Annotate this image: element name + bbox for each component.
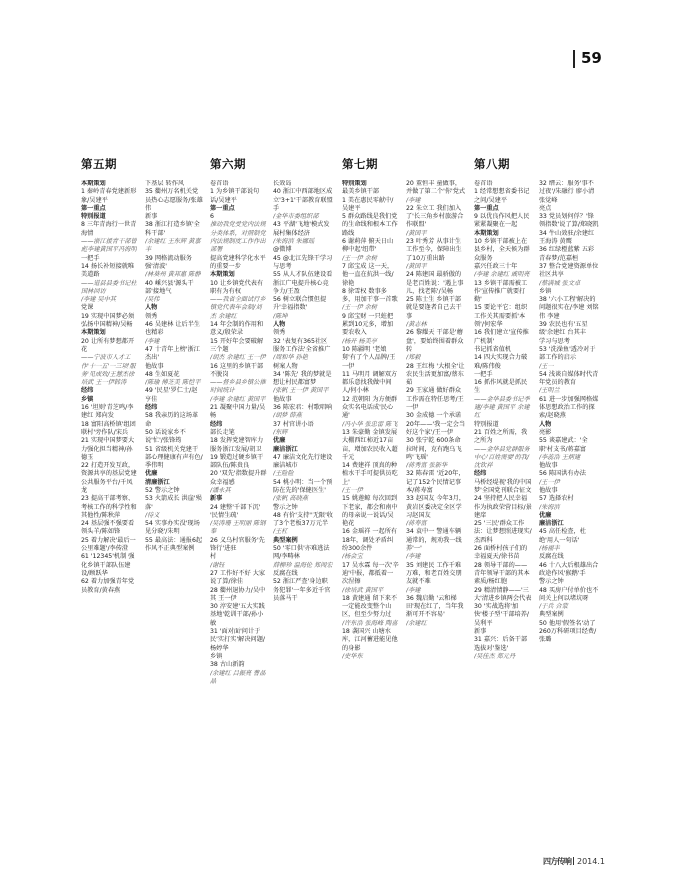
toc-entry: 提高党建科学化水平的重要一步 xyxy=(210,254,266,270)
footer-divider xyxy=(573,857,574,865)
toc-author: ——道县县委书记杜国林回访 xyxy=(81,279,137,295)
toc-entry: 18 黄建通 留下来不一定能改变整个山区，但至少努力过 xyxy=(342,594,398,619)
toc-entry: 56 陈国洪有办法 xyxy=(539,470,586,478)
toc-entry: 57 选择农村 xyxy=(539,495,574,503)
toc-entry: 46 吴建林 让后半生也精彩 xyxy=(145,321,201,337)
toc-author: /黄志林 xyxy=(406,321,427,329)
toc-entry: 27 工作好不好 大家说了算/徐佳 xyxy=(210,569,266,586)
toc-entry: 8 徐雪权 数事多多，用加干事一首歌 xyxy=(342,287,398,304)
toc-author: /余建红 王东辉 黄嘉丰 xyxy=(145,238,201,254)
toc-author: /杨福丰 xyxy=(539,545,560,553)
toc-heading: 优廉 xyxy=(273,437,286,445)
toc-entry: 45 高任检查，杜绝'用人一句话' xyxy=(539,528,586,544)
toc-entry: 54 实事办实没'现场见分晓'/朱明 xyxy=(145,520,200,536)
toc-entry: 38 '六小工程'解决的问题很实在/李建 刘铭伟 李建 xyxy=(539,296,599,320)
toc-author: /黄国平 xyxy=(406,229,427,237)
toc-entry: 20 董恒丰 童做事，并做了第二个'你'党式 xyxy=(406,180,466,196)
page-number-divider xyxy=(573,50,575,68)
toc-author: /冯小华 张忠雷 陈飞 xyxy=(342,420,398,428)
toc-author: /李建 xyxy=(406,586,421,594)
toc-author: /蔡满城 张文卓 xyxy=(539,279,581,287)
toc-entry: 21 凝聚中国力量/吴畅 xyxy=(210,404,266,420)
toc-entry: 52 浙江严查'身边职务犯罪'一年多近千官员落马干 xyxy=(273,578,331,602)
toc-entry: 24 基层强不强要看领头羊/陈如锋 xyxy=(81,520,135,536)
toc-entry: 19 锻造过硬乡镇干部队伍/陈贵良 xyxy=(210,453,264,470)
toc-entry: 部长走笔 xyxy=(210,428,235,436)
toc-entry: 一把手 xyxy=(81,254,100,262)
toc-entry: 20 让所有梦想都开花 xyxy=(81,337,135,353)
toc-entry: 马桥经堤视'我的中国梦'全国党刊联合征文 xyxy=(474,478,532,494)
toc-entry: 28 衢州退协力/吴中其 王一伊 xyxy=(210,586,266,602)
toc-entry: 34 袁中一 警通车辆通常的，规劝我一线养'一' xyxy=(406,528,462,553)
toc-entry: 29 王家通 做好群众工作需在特任思考/王一伊 xyxy=(406,387,464,412)
toc-author: ——金华县党群服务中心'百姓需要'的我/沈钦祥 xyxy=(474,445,530,470)
toc-entry: 16 这里的乡镇干部不脱岗 xyxy=(210,362,264,378)
toc-author: ——督乡县乡镇公推时间统计 xyxy=(210,379,266,395)
toc-entry: 53 火箭成长 洪崖'殒落' xyxy=(145,495,202,511)
toc-author: /陈坤 xyxy=(273,312,288,320)
toc-entry: 15 姚莲鲸 每次回到下老家，都会和南中的母亲说一说话/吴艳花 xyxy=(342,495,398,528)
toc-heading: 经纬 xyxy=(145,404,158,412)
toc-entry: 9 以优良作风把人民紧紧凝聚在一起 xyxy=(474,213,530,229)
toc-entry: 50 话说家乡不说'忙'/张锋筠 xyxy=(145,428,186,445)
toc-entry: 34 '陈先' 我的梦就是想让村民都富梦 xyxy=(273,370,332,387)
toc-entry: 8 三年青海行一世青海情 xyxy=(81,221,137,237)
toc-entry: 36 红绿橙蓝紫 五彩青春梦/范嘉桓 xyxy=(539,246,595,262)
toc-author: /王明兰 xyxy=(539,387,560,395)
section-title-issue-5: 第五期 xyxy=(81,157,117,171)
toc-entry: 61 进一步加强网格媒体思想政治工作的探索/赵晓燕 xyxy=(539,395,599,420)
toc-entry: 5 群众路线是我们党的生命线和根本工作路线 xyxy=(342,213,398,237)
toc-entry: 35 刘建民 工作千难万难，和老百姓交朋友就不难 xyxy=(406,561,462,586)
page-number: 59 xyxy=(581,49,602,67)
toc-entry: 党课 xyxy=(81,304,94,312)
toc-column-4 xyxy=(273,180,333,820)
toc-entry: 10 乡镇干部被上在县乡村，全天候为群众服务 xyxy=(474,238,530,262)
toc-entry: 7 邱宝成 这一天，他一直在抗洪一线/徐艳 xyxy=(342,262,394,287)
toc-entry: 13 乡镇干部需被工作'宣传推广就要打勤' xyxy=(474,279,528,304)
toc-heading: 新事 xyxy=(210,495,223,503)
toc-heading: 优廉 xyxy=(539,511,552,519)
toc-column-8 xyxy=(539,180,599,820)
toc-entry: 1 经常想想省委书记之问/吴建平 xyxy=(474,188,530,204)
toc-entry: 37 村官讲小语 xyxy=(273,420,314,428)
toc-heading: 本期策划 xyxy=(81,180,106,187)
toc-entry: 6 谢莉萍 俯天日山柳中起'纽带' xyxy=(342,238,394,254)
toc-entry: 46 十八大后根雄出合政途作风'猴鹅'手 xyxy=(539,561,599,577)
toc-entry: 21 实现中国梦要大力强化担当精神/孙德玉 xyxy=(81,437,135,461)
toc-entry: 乡镇 xyxy=(210,652,223,660)
toc-entry: 6 xyxy=(210,213,214,221)
toc-entry: 10 让乡镇党代表有职有为有权 xyxy=(210,279,264,295)
toc-author: ——浙江援青干部曾彪李建黄国平冯海明 xyxy=(81,238,137,254)
toc-entry: 9 邱宝财 一只蛀把累到10元多，增加要农收入 xyxy=(342,312,394,337)
toc-entry: 25 陈士生 乡镇干部就是要逢者自己去干事 xyxy=(406,296,462,320)
toc-heading: 第一重点 xyxy=(210,204,235,212)
toc-entry: 新事 xyxy=(145,213,158,221)
toc-author: /周和华 孙艳 xyxy=(273,354,308,362)
toc-entry: 亮点 xyxy=(539,204,552,212)
toc-author: /黄国平 xyxy=(406,262,427,270)
toc-entry: 下基层 转作风 xyxy=(145,180,185,187)
toc-heading: 清廉浙江 xyxy=(145,478,170,486)
toc-entry: 21 百姓之所需，我之所为 xyxy=(474,428,528,445)
toc-entry: 31 嘉兴：后备干部选拔对'鉴选' xyxy=(474,636,528,652)
toc-column-6 xyxy=(406,180,466,820)
toc-entry: 36 魏启勤 '云和梯田'现在红了，当年我渐可开不容易' xyxy=(406,594,464,619)
toc-heading: 人物 xyxy=(539,420,552,428)
toc-author: 推动我党受党内法规分类体系，对照制党内法规制度工作作出部署 xyxy=(210,221,266,254)
toc-author: /朱海滨 朱娜瑶 xyxy=(273,238,315,246)
toc-author: /张帆 高晓燕 xyxy=(273,495,308,503)
toc-author: /徐培武 黄国平 xyxy=(342,586,384,594)
toc-entry: 乡镇 xyxy=(539,287,552,295)
toc-entry: 18 袭国兴 山塘水库，江河蓄进能见他的身影 xyxy=(342,628,398,652)
toc-author: /蒋寿富 xyxy=(406,520,427,528)
toc-entry: 反腐在线 xyxy=(539,553,564,561)
toc-entry: 领秀 xyxy=(273,329,286,337)
toc-entry: 55 从人才队伍建设看浙江广电提升核心竞争力/王盈 xyxy=(273,271,333,295)
toc-entry: 新事 xyxy=(474,628,487,636)
toc-entry: 23 叶秀芳 从事计生工作至今，保障出生了10万重出路 xyxy=(406,238,462,262)
toc-column-1 xyxy=(81,180,137,820)
toc-entry: 特别报道 xyxy=(474,420,499,428)
toc-entry: 13 朱豪勤 金镇发展大棚西红柿近17亩亩，增加农民收入超千元 xyxy=(342,428,398,461)
toc-entry: 54 浅谈自媒体时代青年党员的教育 xyxy=(539,370,599,387)
toc-entry: 30 淳安建'五大实践基地'乾训干部/孙小敏 xyxy=(210,603,265,627)
toc-author: /谢钰 xyxy=(210,561,225,569)
toc-author: /许东浩 张海峰 陶喜 xyxy=(342,619,398,627)
toc-author: /王杠 xyxy=(273,528,288,536)
toc-entry: 30 金成德 一个承诺 20年——'我一定会当好这个家'/王一伊 xyxy=(406,412,466,436)
toc-author: /李建 xyxy=(406,196,421,204)
toc-entry: 26 黎耀天 干部是'蘑盘'，要始终围着群众转 xyxy=(406,329,464,353)
toc-entry: 反腐在线 xyxy=(273,569,298,577)
toc-heading: 本期策划 xyxy=(474,229,499,237)
toc-entry: 30 张宁乾 600条命拉时间，克有跑乌飞鸣'飞瑶' xyxy=(406,437,462,461)
toc-author: /陈瑜 傅芝美 陈恺平 xyxy=(145,379,201,387)
toc-author: /于兵 合蒙 xyxy=(539,603,568,611)
toc-entry: 20 '双先'指数提升群众幸福感 xyxy=(210,470,267,486)
toc-entry: 卷首语 xyxy=(474,180,493,187)
toc-entry: 14 四大实现合力破难/陈伟俊 xyxy=(474,354,528,370)
toc-entry: 33 赵国友 今年3月，黄岩区委决定全区学习赵国友 xyxy=(406,495,466,519)
toc-entry: @微博 xyxy=(273,246,292,254)
toc-entry: 26 面桥村孩子们的幸福夏天/徐书苗 xyxy=(474,545,528,561)
toc-heading: 特别策划 xyxy=(342,180,367,187)
toc-entry: 56 树立联合惯但提升'幸福指数' xyxy=(273,296,327,312)
toc-entry: 19 实现中国梦必须弘扬中国精神/吴畅 xyxy=(81,312,135,329)
toc-entry: 16 我们建立'宣传推广机制' xyxy=(474,329,529,345)
toc-author: /李建 余建红 黄国平 xyxy=(210,395,266,403)
toc-author: /张帆 王一伊 黄国平 xyxy=(273,387,329,395)
toc-entry: 17 吴水霖 每一次'辛迪'中报，都抵着一次涅擦 xyxy=(342,561,399,586)
toc-entry: 48 买房户付单价也不问关上何以堵坑呀 xyxy=(539,586,599,602)
toc-entry: 52 警示之钟 xyxy=(145,486,180,494)
toc-heading: 经纬 xyxy=(210,420,223,428)
toc-entry: 11 马明月 调解双方都乐意找我做中间人/何小林 xyxy=(342,370,398,395)
toc-entry: 38 古山新韵 xyxy=(210,661,245,669)
toc-entry: 16 '坦则'青芝鸣/李建红 郑向发 xyxy=(81,404,134,420)
toc-author: /潘永其 xyxy=(210,486,231,494)
toc-entry: 24 坚持把人民幸福作为执政荣营目标/景建庠 xyxy=(474,495,532,519)
toc-entry: 32 '表复有365社区服务工作法'全省推广 xyxy=(273,337,331,353)
toc-entry: 28 王红梅 '大根全'让农民生活更加富/蔡东茹 xyxy=(406,362,465,387)
toc-heading: 经纬 xyxy=(474,470,487,478)
toc-entry: 50 '零口供'亦难逃法网/李畴林 xyxy=(273,545,330,561)
toc-entry: 48 有价'支持''无限'收了3个老板37万元半 xyxy=(273,511,333,528)
toc-author: ——我省全面试行乡镇党代表年会制/刘杰 余建红 xyxy=(210,296,266,320)
section-title-issue-6: 第六期 xyxy=(210,157,246,171)
toc-entry: 他故事 xyxy=(539,462,558,470)
magazine-logo: 四方传响 xyxy=(543,857,571,866)
toc-author: /林葵州 黄邦惠 陈静 xyxy=(145,271,201,279)
toc-author: /余建红 吕振亮 曹晶晶 xyxy=(210,669,266,685)
toc-entry: 他故事 xyxy=(273,395,292,403)
toc-column-3 xyxy=(210,180,267,820)
toc-entry: 58 我亲历的这场革命 xyxy=(145,412,199,428)
toc-entry: 18 富阳高桥镇'组团联村'旁作队/宋兵 xyxy=(81,420,136,436)
toc-entry: 39 农民也有'五星级'余建红 台其丰 xyxy=(539,321,588,337)
toc-entry: 62 着力加强青年党员教育/黄春燕 xyxy=(81,578,135,594)
toc-entry: 40 嵊兴县'源头干部'接地气 xyxy=(145,279,194,295)
toc-entry: 47 十青年上榜'浙江杰出' xyxy=(145,345,200,362)
toc-entry: 25 着力解决'最后一公里难题'/李传澄 xyxy=(81,536,136,553)
toc-author: /胡杰 余建红 王一伊 xyxy=(210,354,266,362)
toc-author: /蒋秀富 张新华 xyxy=(406,462,448,470)
toc-entry: 35 衢州万名机关党员热心志愿服务/张雄伟 xyxy=(145,188,203,212)
toc-entry: 14 扬长补短接就唯美道路 xyxy=(81,262,135,279)
toc-author: /李建 余建红 戚明亮 xyxy=(474,271,530,279)
toc-author: /杨会宝 xyxy=(342,553,363,561)
toc-entry: 49 '民星'罗仁士/赵亨佳 xyxy=(145,387,198,403)
toc-entry: 43 平湖'飞地'模式发展村集体经济 xyxy=(273,221,330,237)
toc-entry: 1 秦岭青春党建新形象/吴建平 xyxy=(81,188,137,204)
toc-entry: 嘉兴任政三十年 xyxy=(474,262,518,270)
toc-entry: 他故事 xyxy=(145,362,164,370)
toc-author: /余建红 xyxy=(406,619,427,627)
toc-entry: 55 谈嘉建武：'全职'村支书/蒋嘉富 xyxy=(539,437,588,453)
toc-heading: 廉洁浙江 xyxy=(539,520,564,528)
toc-entry: '民情生疏' xyxy=(210,511,239,519)
toc-entry: 长效岛 xyxy=(273,180,292,187)
toc-author: /史华东 xyxy=(342,652,363,660)
toc-author: /吴佳杰 郑元丹 xyxy=(474,652,516,660)
toc-author: 薛柳珍 温海伦 郑闯宏 xyxy=(273,561,333,569)
toc-entry: 12 范朝阳 为方便群众实名电话成'民心通' xyxy=(342,395,398,420)
toc-author: ——宁波市人才工作'十一五'一三项'服务'见成效/王慧杰徐培武 王一伊韩涛 xyxy=(81,354,136,387)
toc-entry: 45 @北江先锋干学习与思考 xyxy=(273,254,333,270)
toc-entry: 他故事 xyxy=(539,486,558,494)
toc-entry: 28 领导干部的——青年领导干部的其本素质/杨红胞 xyxy=(474,561,530,586)
toc-author: /郑毅 xyxy=(406,354,421,362)
toc-author: /王一 xyxy=(539,362,554,370)
toc-author: /王一伊 xyxy=(342,486,363,494)
page-footer xyxy=(543,856,605,867)
toc-entry: 1 为乡镇干部说句话/吴建平 xyxy=(210,188,260,204)
toc-entry: 卷首语 xyxy=(210,180,229,187)
toc-entry: 15 要论平它：组织工作关其需要抓'本领'/何宏华 xyxy=(474,304,528,329)
toc-author: /吴伟 xyxy=(145,296,160,304)
toc-entry: 亮影 xyxy=(539,428,552,436)
toc-author: /李建 xyxy=(145,337,160,345)
toc-author: /金华市委组织部 xyxy=(273,213,319,221)
section-title-issue-8: 第八期 xyxy=(474,157,510,171)
toc-entry: 32 陈春雷 '近20年，记了152个民情记事本/蒋寿富 xyxy=(406,470,465,494)
toc-heading: 廉洁浙江 xyxy=(273,445,298,453)
toc-heading: 第一重点 xyxy=(81,204,106,212)
issue-date: 2014.1 xyxy=(577,857,605,866)
toc-entry: 14 费建祥 顶真的种植水干手可提供员吃上' xyxy=(342,462,398,486)
toc-entry: 学习与思考 xyxy=(539,337,570,345)
toc-entry: 33 党员划何俘？'锋领指数'说了算/郑晓凯 xyxy=(539,213,599,229)
toc-heading: 人物 xyxy=(145,304,158,312)
toc-column-5 xyxy=(342,180,399,820)
toc-entry: 61 '12345'机制 强化乡镇干部队伍建设/顾跃华 xyxy=(81,553,135,577)
toc-entry: 18 发挥党建智库力 服务浙江发展/胡卫 xyxy=(210,437,264,453)
toc-entry: 警示之钟 xyxy=(273,503,298,511)
toc-column-7 xyxy=(474,180,532,820)
toc-entry: 16 抓作风就是抓民生 xyxy=(474,379,528,395)
toc-entry: 40 浙江中西部地区成立'3+1'干部教育联盟手 xyxy=(273,188,333,212)
toc-entry: 24 陈建国 最骄傲的是老百姓说：'遇上事儿，找老陈'/吴畅 xyxy=(406,271,464,295)
toc-entry: 村 xyxy=(210,553,217,561)
toc-heading: 乡镇 xyxy=(81,395,94,403)
toc-author: /杨开 杨美亭 xyxy=(342,337,377,345)
toc-entry: 37 整合党建资源单位社区共享 xyxy=(539,262,599,279)
toc-entry: 14 年会制的作用和意义/殷荣录 xyxy=(210,321,264,337)
toc-heading: 第一重点 xyxy=(474,204,499,212)
toc-heading: 典型案例 xyxy=(273,536,298,544)
toc-heading: 本期策划 xyxy=(210,271,235,279)
toc-entry: 22 打造开发互政，资源共享的基层党建公共服务平台/千凤龙 xyxy=(81,462,137,494)
toc-heading: 人物 xyxy=(273,321,286,329)
toc-entry: 30 '实战选将'加快'楼子型'干部培养/吴利平 xyxy=(474,603,529,627)
toc-author: /李建 吴中其 xyxy=(81,296,116,304)
toc-entry: 39 网格流动服务强'清波' xyxy=(145,254,192,270)
toc-entry: 29 精清情静——'三大'清进乡镇两会代表 xyxy=(474,586,532,602)
toc-column-2 xyxy=(145,180,203,820)
toc-entry: 47 廉洁文化先行建设廉洁城市 xyxy=(273,453,333,470)
toc-entry: 24 建整'千部下沉' xyxy=(210,503,261,511)
toc-author: /吴涛珊 王明丽 陈钢奉 xyxy=(210,520,266,536)
toc-author: /朱海滨 xyxy=(539,503,560,511)
toc-entry: 书记抓省值机 xyxy=(474,345,512,353)
toc-author: /王一伊 余树 xyxy=(342,304,377,312)
toc-entry: 53 '洗澡鱼'透冷对于部工作的启示 xyxy=(539,345,596,362)
toc-entry: 54 桃小明：当一个预防在先的'保健医生' xyxy=(273,478,333,494)
toc-author: /李蕊浩 王炳建 xyxy=(539,453,581,461)
toc-heading: 优廉 xyxy=(145,470,158,478)
section-title-issue-7: 第七期 xyxy=(342,157,378,171)
toc-entry: 领秀 xyxy=(145,312,158,320)
toc-author: /李建 xyxy=(406,553,421,561)
toc-entry: 15 开好年会要破解三个题 xyxy=(210,337,264,353)
toc-author: ——金华县委书记季建/李建 黄国平 余建红 xyxy=(474,395,530,420)
toc-entry: 38 浙江打造乡镇'全科干部' xyxy=(145,221,200,237)
toc-entry: 31 '面对面'问计于民'实打实'解决问题/杨婷华 xyxy=(210,628,265,652)
toc-entry: 48 生如夏花 xyxy=(145,370,180,378)
toc-author: /待义 xyxy=(145,511,160,519)
toc-author: /王一伊 xyxy=(539,478,560,486)
toc-entry: 1 美在惠民零献中/吴建平 xyxy=(342,196,394,212)
toc-entry: 32 缙云：服务'事不过夜'/朱融行 廖小清 张觉峰 xyxy=(539,180,595,204)
toc-entry: 警示之钟 xyxy=(539,578,564,586)
toc-entry: 典型案例 xyxy=(539,611,564,619)
toc-entry: 16 金瑶祥 一起所有18年，调处矛盾纠纷300余件 xyxy=(342,528,398,553)
toc-heading: 特别报道 xyxy=(81,213,106,221)
toc-entry: 51 省级机关党建干部心理健康有声有色/季伟明 xyxy=(145,445,203,470)
toc-entry: 最美乡镇干部 xyxy=(342,188,380,196)
toc-entry: 一把手 xyxy=(474,370,493,378)
toc-entry: 23 提高干部考察、考核工作的科学性和其他性/陈秋萍 xyxy=(81,495,137,519)
toc-heading: 经纬 xyxy=(81,387,94,395)
toc-entry: 36 陈宏君：村歌唱响 xyxy=(273,404,333,412)
toc-entry: 10 陈疆明 '老娘舅'有了个人品牌/王一伊 xyxy=(342,345,396,370)
toc-entry: 26 义乌村官服务'先锋行'进驻 xyxy=(210,536,265,553)
page-number-block xyxy=(573,48,613,74)
toc-entry: 55 最高法：通报6起作风不正典型案例 xyxy=(145,536,203,553)
toc-heading: 本期策划 xyxy=(81,329,106,337)
toc-entry: 50 他用'假签名'动了260万科研项目经费/张璐 xyxy=(539,619,597,644)
toc-author: /王险险 xyxy=(273,470,294,478)
toc-entry: 树案人物 xyxy=(273,362,298,370)
toc-entry: 22 朱立工 我们加入了'长三角乡村旅游合作联盟' xyxy=(406,204,464,229)
toc-entry: 25 '三民'群众工作法：让梦想照进现实/杰西科 xyxy=(474,520,532,544)
toc-author: /东辉 xyxy=(273,428,288,436)
toc-author: /王一伊 余树 xyxy=(342,254,377,262)
toc-entry: 34 牛山效驻/余建红 王海涛 黄鹰 xyxy=(539,229,595,246)
toc-author: /胡梦 薛燕 xyxy=(273,412,302,420)
